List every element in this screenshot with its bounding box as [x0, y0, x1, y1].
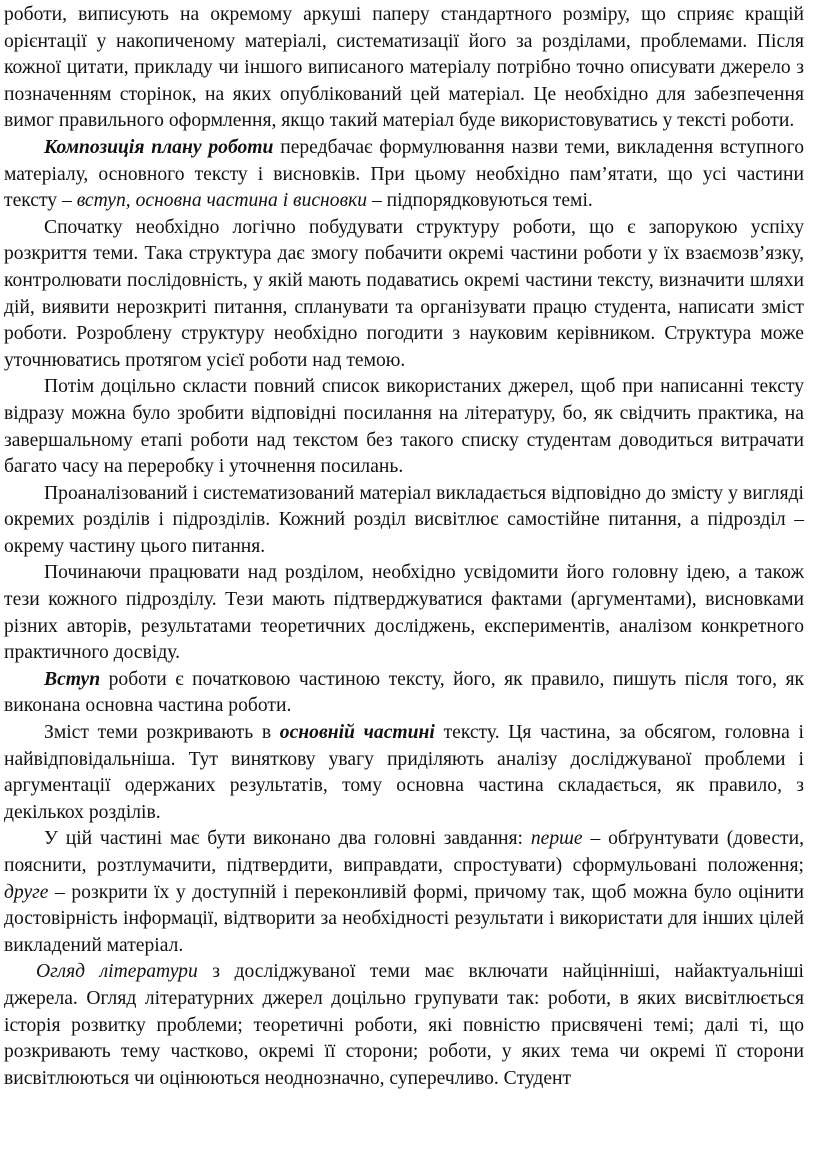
paragraph-text: Спочатку необхідно логічно побудувати структуру роботи, що є запорукою успіху розкриття теми. Така структура дає змогу побачити окремі частини роботи у їх взаємозв’язку, контролювати послідовність, у якій мають подаватись окремі частини тексту, визначити шляхи дій, виявити нерозкриті питання, спланувати та організувати працю студента, написати зміст роботи. Розроблену структуру необхідно погодити з науковим керівником. Структура може уточнюватись протягом усієї роботи над темою. — [4, 216, 804, 371]
paragraph-text: тексту. Ця частина, за обсягом, головна і найвідповідальніша. Тут виняткову увагу приділяють аналізу досліджуваної проблеми і аргументації одержаних результатів, тому основна частина складається, як правило, з декількох розділів. — [4, 722, 804, 823]
term-literature-review: Огляд літератури — [36, 961, 198, 983]
paragraph-sources-notes — [4, 2, 804, 135]
term-first: перше — [530, 828, 583, 850]
term-text-parts: вступ, основна частина і висновки — [76, 190, 368, 212]
paragraph-section-work — [4, 560, 804, 666]
term-main-part: основній частині — [279, 722, 435, 744]
term-introduction: Вступ — [44, 668, 101, 690]
paragraph-text: Починаючи працювати над розділом, необхідно усвідомити його головну ідею, а також тези кожного підрозділу. Тези мають підтверджуватися фактами (аргументами), висновками різних авторів, результатами теоретичних досліджень, експериментів, аналізом конкретного практичного досвіду. — [4, 562, 804, 664]
paragraph-source-list — [4, 374, 804, 480]
paragraph-literature-review — [4, 959, 804, 1092]
paragraph-structure — [4, 215, 804, 375]
paragraph-text: з досліджуваної теми має включати найцінніші, найактуальніші джерела. Огляд літературних джерел доцільно групувати так: роботи, в яких висвітлюється історія розвитку проблеми; теоретичні роботи, які повністю присвячені темі; далі ті, що розкривають тему частково, окремі її сторони; роботи, у яких тема чи окремі її сторони висвітлюються чи оцінюються неоднозначно, суперечливо. Студент — [4, 961, 804, 1089]
paragraph-sections — [4, 481, 804, 561]
paragraph-text: Потім доцільно скласти повний список використаних джерел, щоб при написанні тексту відразу можна було зробити відповідні посилання на літературу, бо, як свідчить практика, на завершальному етапі роботи над текстом без такого списку студентам доводиться витрачати багато часу на переробку і уточнення посилань. — [4, 376, 804, 478]
paragraph-introduction — [4, 667, 804, 720]
paragraph-text: – обґрунтувати (довести, пояснити, розтлумачити, підтвердити, виправдати, спростувати) сформульовані положення; — [4, 828, 804, 876]
paragraph-text: Зміст теми розкривають в — [44, 722, 280, 744]
term-second: друге — [4, 881, 49, 903]
paragraph-text: – підпорядковуються темі. — [367, 190, 593, 212]
term-plan-composition: Композиція плану роботи — [44, 136, 274, 158]
paragraph-text: роботи є початковою частиною тексту, його, як правило, пишуть після того, як виконана основна частина роботи. — [4, 668, 804, 717]
paragraph-plan-composition — [4, 135, 804, 215]
paragraph-text: передбачає формулювання назви теми, викладення вступного матеріалу, основного тексту і висновків. При цьому необхідно пам’ятати, що усі частини тексту – — [4, 136, 804, 212]
paragraph-text: У цій частині має бути виконано два головні завдання: — [44, 828, 531, 850]
paragraph-text: – розкрити їх у доступній і переконливій формі, причому так, щоб можна було оцінити достовірність інформації, відтворити за необхідності результати і використати для інших цілей викладений матеріал. — [4, 881, 804, 956]
paragraph-text: роботи, виписують на окремому аркуші паперу стандартного розміру, що сприяє кращій орієнтації у накопиченому матеріалі, систематизації його за розділами, проблемами. Після кожної цитати, прикладу чи іншого виписаного матеріалу потрібно точно описувати джерело з позначенням сторінок, на яких опублікований цей матеріал. Це необхідно для забезпечення вимог правильного оформлення, якщо такий матеріал буде використовуватись у тексті роботи. — [4, 4, 804, 132]
paragraph-two-tasks — [4, 826, 804, 959]
paragraph-main-part — [4, 720, 804, 826]
paragraph-text: Проаналізований і систематизований матеріал викладається відповідно до змісту у вигляді окремих розділів і підрозділів. Кожний розділ висвітлює самостійне питання, а підрозділ – окрему частину цього питання. — [4, 482, 804, 557]
